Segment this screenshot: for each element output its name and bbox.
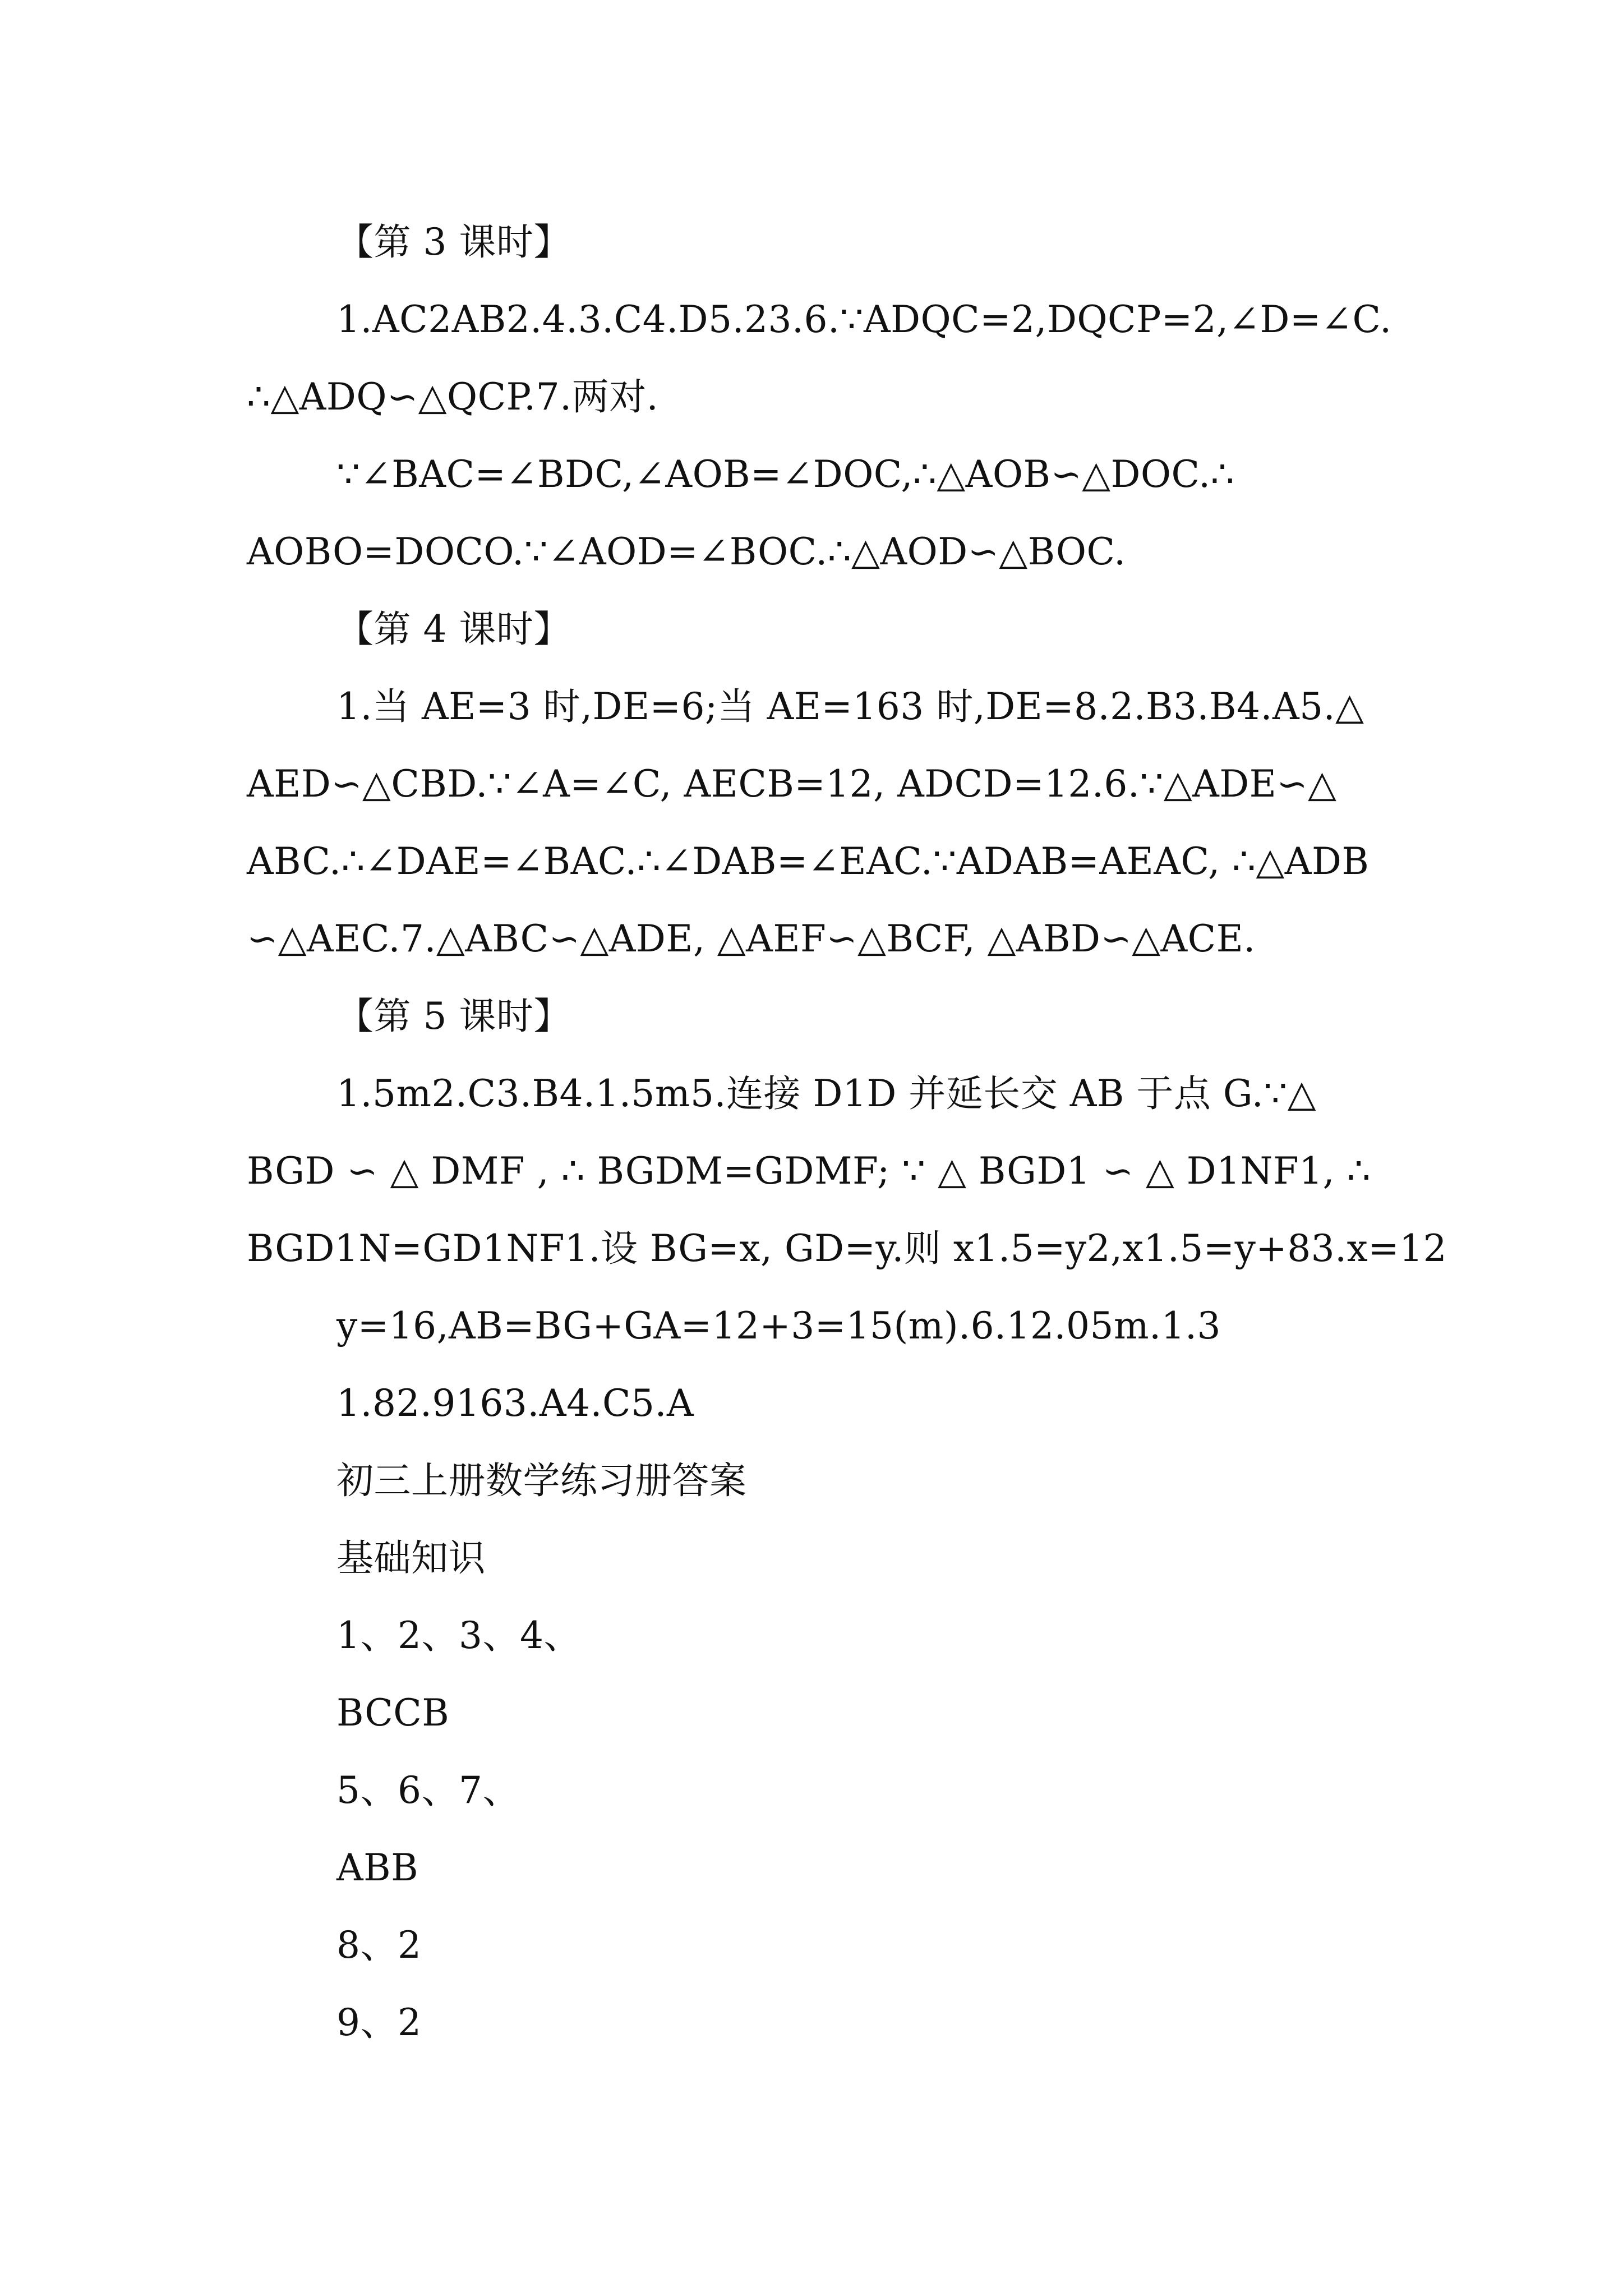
section-5-line-5: 1.82.9163.A4.C5.A <box>336 1382 694 1425</box>
basic-knowledge-heading: 基础知识 <box>336 1536 486 1580</box>
section-4-heading: 【第 4 课时】 <box>336 608 571 651</box>
answer-item-1: 1、2、3、4、 <box>336 1614 581 1657</box>
section-4-line-1: 1.当 AE=3 时,DE=6;当 AE=163 时,DE=8.2.B3.B4.A5.△ <box>336 685 1364 728</box>
section-5-line-1: 1.5m2.C3.B4.1.5m5.连接 D1D 并延长交 AB 于点 G.∵△ <box>336 1072 1316 1115</box>
section-4-line-2: AED∽△CBD.∵∠A=∠C, AECB=12, ADCD=12.6.∵△ADE∽△ <box>247 762 1337 806</box>
answer-item-3: 5、6、7、 <box>336 1769 520 1812</box>
section-5-line-2: BGD ∽ △ DMF , ∴ BGDM=GDMF; ∵ △ BGD1 ∽ △ D1NF1, ∴ <box>247 1149 1371 1193</box>
section-3-line-3: ∵∠BAC=∠BDC,∠AOB=∠DOC,∴△AOB∽△DOC.∴ <box>336 453 1235 496</box>
answer-item-4: ABB <box>336 1846 419 1889</box>
section-3-line-2: ∴△ADQ∽△QCP.7.两对. <box>247 375 659 418</box>
section-4-line-3: ABC.∴∠DAE=∠BAC.∴∠DAB=∠EAC.∵ADAB=AEAC, ∴△ADB <box>247 840 1370 883</box>
section-3-heading: 【第 3 课时】 <box>336 220 571 264</box>
section-5-line-4: y=16,AB=BG+GA=12+3=15(m).6.12.05m.1.3 <box>336 1304 1221 1347</box>
answer-item-6: 9、2 <box>336 2001 422 2044</box>
section-3-line-4: AOBO=DOCO.∵∠AOD=∠BOC.∴△AOD∽△BOC. <box>247 530 1126 573</box>
answers-title: 初三上册数学练习册答案 <box>336 1459 747 1502</box>
section-4-line-4: ∽△AEC.7.△ABC∽△ADE, △AEF∽△BCF, △ABD∽△ACE. <box>247 917 1256 960</box>
section-5-heading: 【第 5 课时】 <box>336 995 571 1038</box>
answer-item-5: 8、2 <box>336 1924 422 1967</box>
section-3-line-1: 1.AC2AB2.4.3.C4.D5.23.6.∵ADQC=2,DQCP=2,∠D=∠C. <box>336 298 1392 341</box>
section-5-line-3: BGD1N=GD1NF1.设 BG=x, GD=y.则 x1.5=y2,x1.5=y+83.x=12 <box>247 1227 1447 1270</box>
answer-item-2: BCCB <box>336 1691 450 1734</box>
